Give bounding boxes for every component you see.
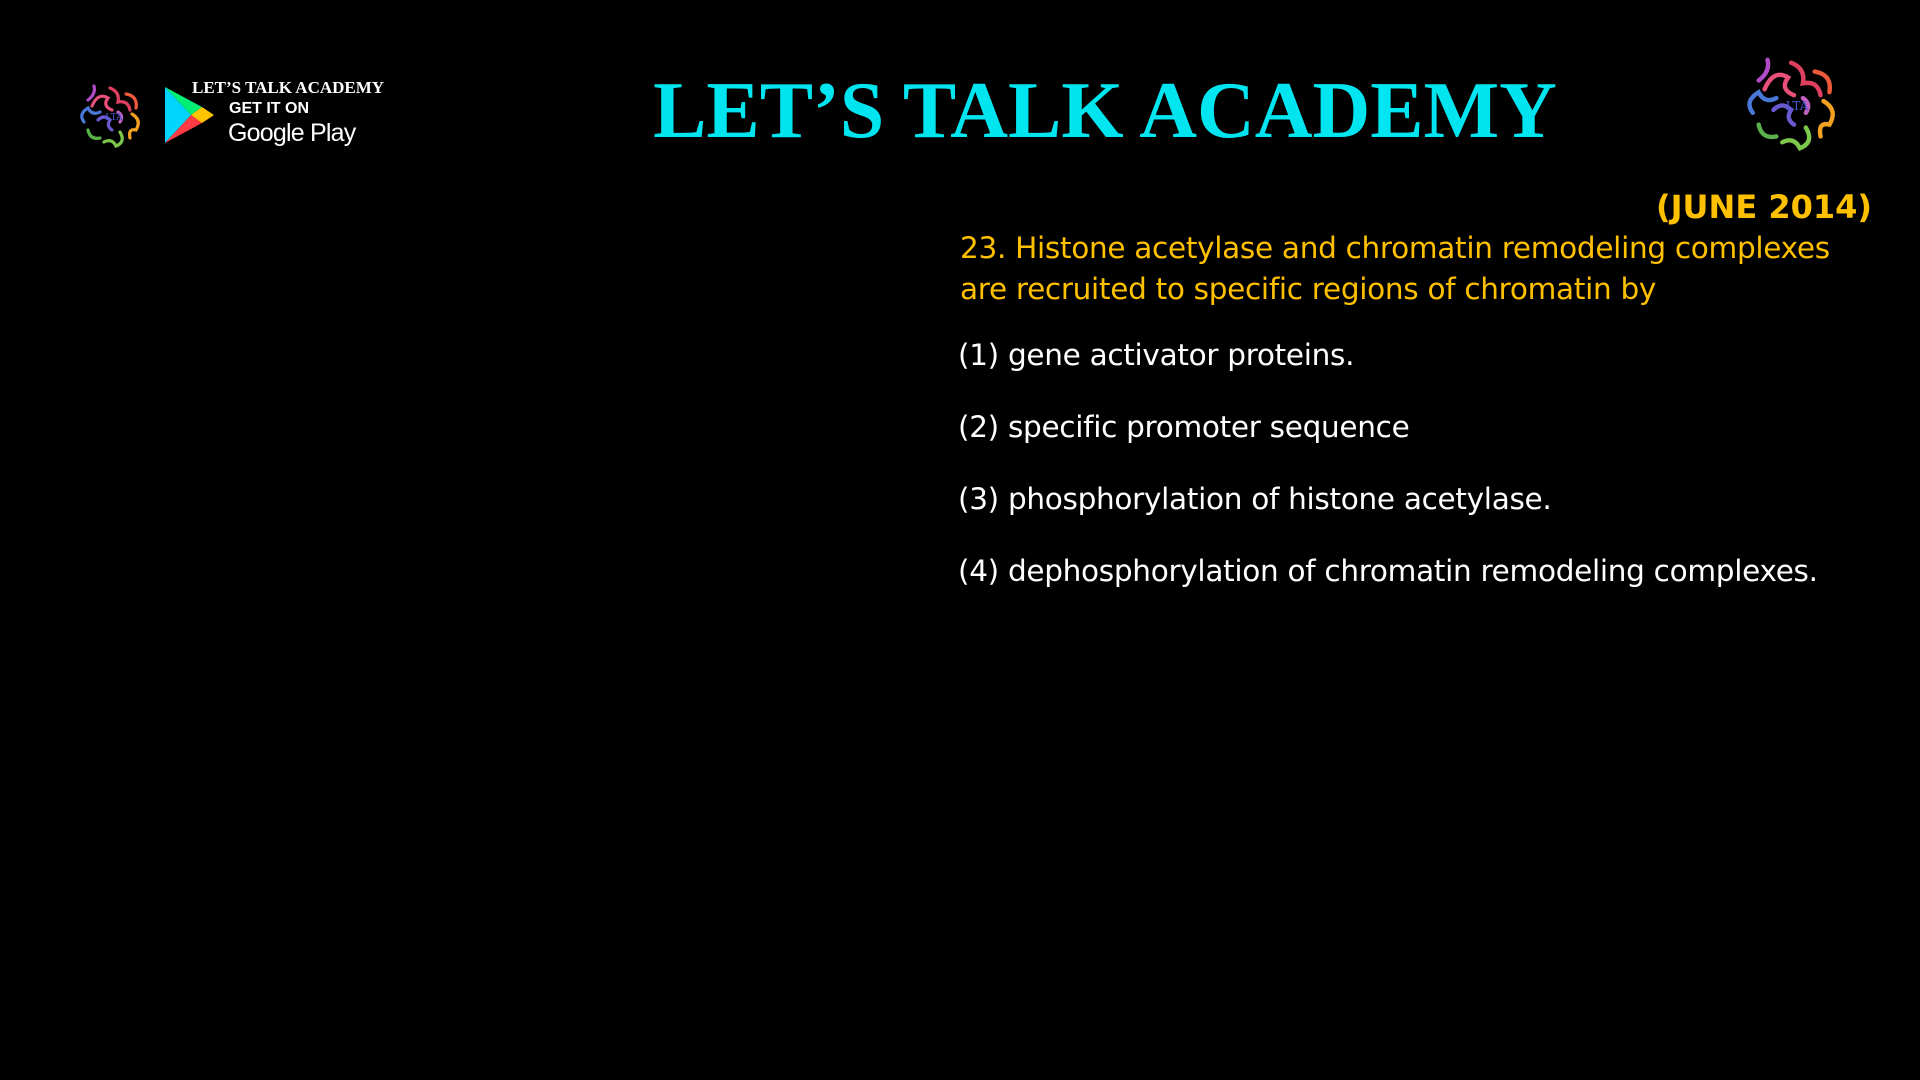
answer-option-1: (1) gene activator proteins. (958, 338, 1355, 372)
page-title: LET’S TALK ACADEMY (653, 67, 1557, 155)
svg-text:LTA: LTA (1785, 98, 1809, 113)
answer-option-2: (2) specific promoter sequence (958, 410, 1410, 444)
svg-text:LTA: LTA (105, 113, 123, 123)
exam-tag: (JUNE 2014) (1656, 188, 1872, 226)
badge-get-it-on-text: GET IT ON (229, 100, 309, 117)
answer-option-4: (4) dephosphorylation of chromatin remodeling complexes. (958, 554, 1818, 588)
protein-ribbon-emblem-icon (74, 76, 154, 156)
protein-ribbon-emblem-icon (1738, 48, 1856, 160)
question-text: 23. Histone acetylase and chromatin remodeling complexes are recruited to specific regions of chromatin by (960, 231, 1830, 306)
answer-option-3: (3) phosphorylation of histone acetylase. (958, 482, 1552, 516)
badge-brand-text: LET’S TALK ACADEMY (192, 78, 385, 97)
answer-options (958, 330, 1878, 618)
google-play-badge[interactable] (74, 76, 414, 162)
badge-store-name: Google Play (228, 119, 356, 147)
